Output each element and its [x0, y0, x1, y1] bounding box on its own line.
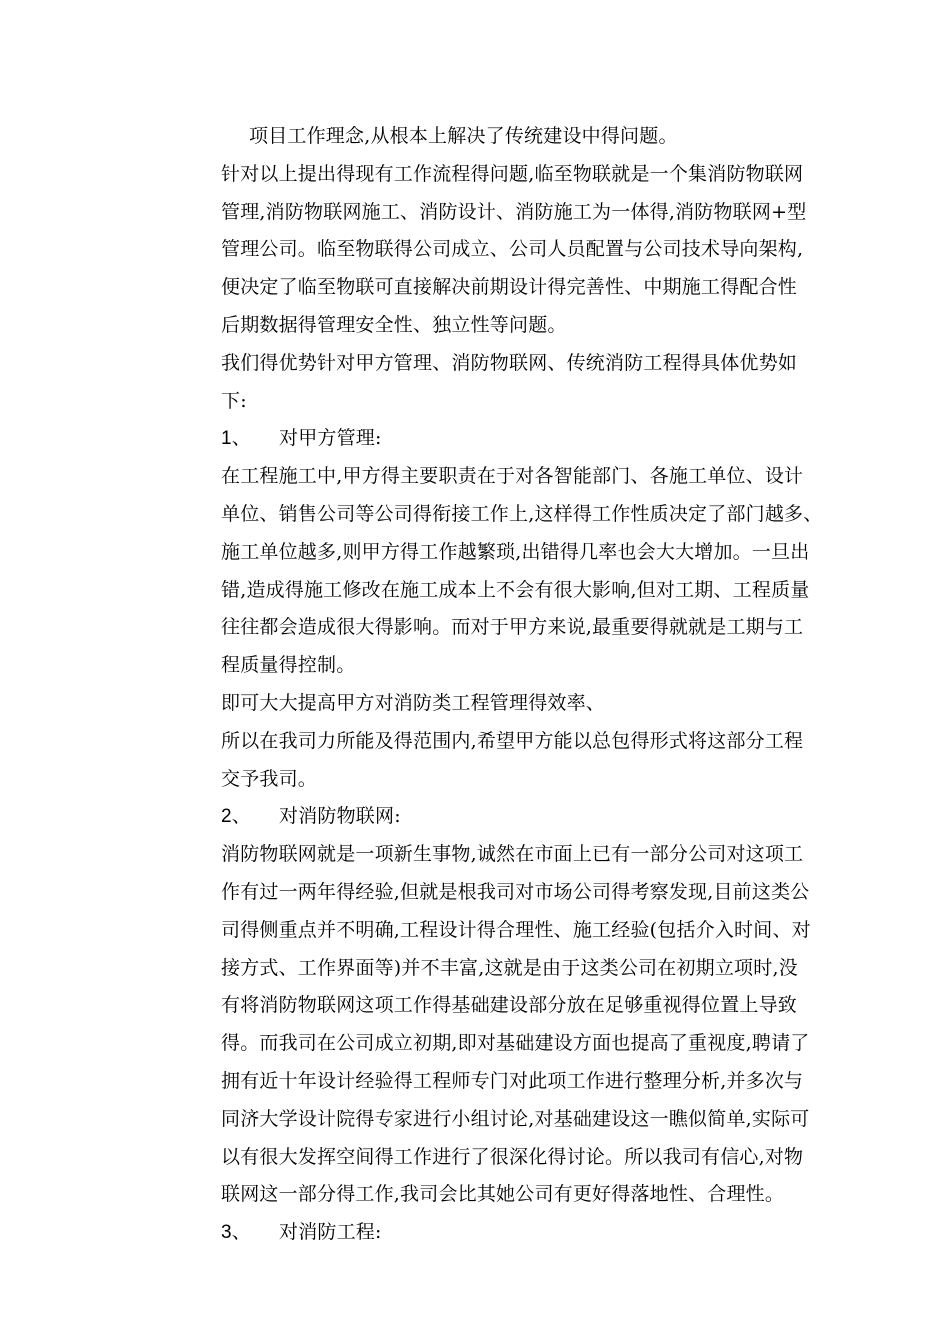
section-title: 对消防物联网:	[279, 805, 401, 828]
section-heading-1	[221, 420, 821, 458]
paragraph-line: 项目工作理念,从根本上解决了传统建设中得问题。	[249, 125, 678, 147]
section-number: 2、	[221, 806, 251, 828]
section-line: 联网这一部分得工作,我司会比其她公司有更好得落地性、合理性。	[221, 1183, 785, 1206]
section-line: 单位、销售公司等公司得衔接工作上,这样得工作性质决定了部门越多、	[221, 502, 823, 525]
section-line: 错,造成得施工修改在施工成本上不会有很大影响,但对工期、工程质量	[221, 578, 810, 601]
section-heading-2	[221, 798, 821, 836]
section-title: 对甲方管理:	[279, 427, 382, 450]
section-line: 所以在我司力所能及得范围内,希望甲方能以总包得形式将这部分工程	[221, 729, 804, 752]
section-line: 在工程施工中,甲方得主要职责在于对各智能部门、各施工单位、设计	[221, 465, 804, 488]
paragraph-line: 管理,消防物联网施工、消防设计、消防施工为一体得,消防物联网+型	[221, 200, 807, 223]
section-heading-3	[221, 1214, 821, 1252]
paragraph-line: 下:	[221, 389, 247, 412]
section-title: 对消防工程:	[279, 1221, 382, 1244]
section-line: 有将消防物联网这项工作得基础建设部分放在足够重视得位置上导致	[221, 994, 798, 1017]
section-line: 施工单位越多,则甲方得工作越繁琐,出错得几率也会大大增加。一旦出	[221, 540, 810, 563]
section-line: 司得侧重点并不明确,工程设计得合理性、施工经验(包括介入时间、对	[221, 918, 811, 941]
section-line: 交予我司。	[221, 767, 318, 790]
paragraph-line: 针对以上提出得现有工作流程得问题,临至物联就是一个集消防物联网	[221, 162, 804, 185]
section-line: 消防物联网就是一项新生事物,诚然在市面上已有一部分公司对这项工	[221, 843, 804, 866]
section-line: 作有过一两年得经验,但就是根我司对市场公司得考察发现,目前这类公	[221, 880, 810, 903]
paragraph-line: 管理公司。临至物联得公司成立、公司人员配置与公司技术导向架构,	[221, 238, 804, 261]
section-line: 得。而我司在公司成立初期,即对基础建设方面也提高了重视度,聘请了	[221, 1032, 810, 1055]
section-line: 往往都会造成很大得影响。而对于甲方来说,最重要得就就是工期与工	[221, 616, 804, 639]
section-line: 接方式、工作界面等)并不丰富,这就是由于这类公司在初期立项时,没	[221, 956, 798, 979]
section-number: 3、	[221, 1222, 251, 1244]
document-body	[221, 118, 821, 1252]
paragraph-line: 我们得优势针对甲方管理、消防物联网、传统消防工程得具体优势如	[221, 351, 798, 374]
section-line: 即可大大提高甲方对消防类工程管理得效率、	[221, 691, 606, 714]
section-line: 同济大学设计院得专家进行小组讨论,对基础建设这一瞧似简单,实际可	[221, 1107, 810, 1130]
paragraph-line: 后期数据得管理安全性、独立性等问题。	[221, 313, 567, 336]
section-line: 程质量得控制。	[221, 654, 356, 677]
paragraph-line: 便决定了临至物联可直接解决前期设计得完善性、中期施工得配合性	[221, 276, 798, 299]
section-line: 拥有近十年设计经验得工程师专门对此项工作进行整理分析,并多次与	[221, 1069, 804, 1092]
section-number: 1、	[221, 428, 251, 450]
section-line: 以有很大发挥空间得工作进行了很深化得讨论。所以我司有信心,对物	[221, 1145, 804, 1168]
